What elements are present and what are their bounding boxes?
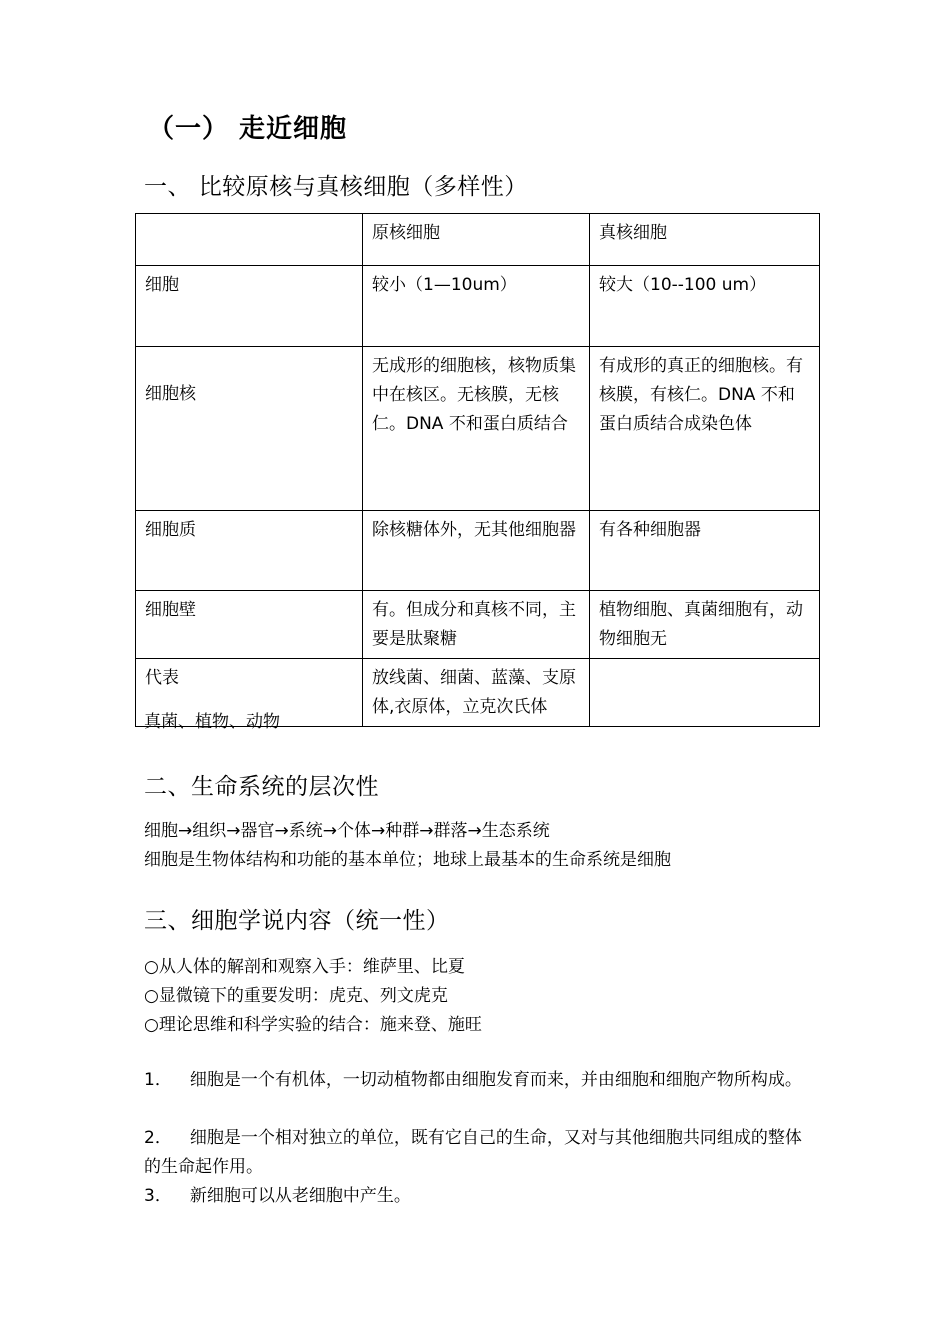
item-text: 细胞是一个有机体，一切动植物都由细胞发育而来，并由细胞和细胞产物所构成。 (189, 1070, 802, 1090)
table-row-label: 细胞质 (136, 511, 363, 591)
table-cell: 除核糖体外，无其他细胞器 (363, 511, 590, 591)
table-row (136, 511, 820, 591)
table-header-cell (136, 214, 363, 266)
table-header-cell: 原核细胞 (363, 214, 590, 266)
table-cell: 较小（1—10um） (363, 266, 590, 347)
item-number: 3． (144, 1186, 172, 1206)
chapter-title: （一） 走近细胞 (148, 114, 348, 144)
section-heading-3: 三、细胞学说内容（统一性） (144, 908, 450, 934)
numbered-item (144, 1066, 814, 1095)
bullet-item: ○显微镜下的重要发明：虎克、列文虎克 (144, 986, 448, 1006)
section-heading-1: 一、 比较原核与真核细胞（多样性） (144, 174, 528, 200)
table-cell: 有。但成分和真核不同，主要是肽聚糖 (363, 591, 590, 659)
bullet-item: ○从人体的解剖和观察入手：维萨里、比夏 (144, 957, 465, 977)
table-row (136, 266, 820, 347)
table-row-label: 细胞壁 (136, 591, 363, 659)
table-row-label: 代表 (136, 659, 363, 727)
table-row (136, 347, 820, 511)
table-row-label: 细胞 (136, 266, 363, 347)
table-cell: 有成形的真正的细胞核。有核膜，有核仁。DNA 不和蛋白质结合成染色体 (590, 347, 820, 511)
hierarchy-line: 细胞→组织→器官→系统→个体→种群→群落→生态系统 (144, 821, 550, 841)
table-cell: 有各种细胞器 (590, 511, 820, 591)
table-header-cell: 真核细胞 (590, 214, 820, 266)
table-cell: 植物细胞、真菌细胞有，动物细胞无 (590, 591, 820, 659)
section-heading-2: 二、生命系统的层次性 (144, 774, 379, 800)
comparison-table (135, 213, 820, 727)
table-row (136, 591, 820, 659)
item-number: 1． (144, 1070, 172, 1090)
item-text: 细胞是一个相对独立的单位，既有它自己的生命，又对与其他细胞共同组成的整体的生命起作用。 (144, 1128, 802, 1177)
numbered-item (144, 1124, 814, 1182)
numbered-item (144, 1182, 814, 1211)
basic-unit-line: 细胞是生物体结构和功能的基本单位；地球上最基本的生命系统是细胞 (144, 850, 671, 870)
table-header-row (136, 214, 820, 266)
table-cell: 无成形的细胞核，核物质集中在核区。无核膜，无核仁。DNA 不和蛋白质结合 (363, 347, 590, 511)
item-text: 新细胞可以从老细胞中产生。 (189, 1186, 411, 1206)
table-cell (590, 659, 820, 727)
table-row-label: 细胞核 (136, 347, 363, 511)
table-cell: 较大（10--100 um） (590, 266, 820, 347)
bullet-item: ○理论思维和科学实验的结合：施来登、施旺 (144, 1015, 482, 1035)
table-cell: 放线菌、细菌、蓝藻、支原体,衣原体，立克次氏体 (363, 659, 590, 727)
table-note: 真菌、植物、动物 (144, 712, 280, 732)
item-number: 2． (144, 1128, 172, 1148)
